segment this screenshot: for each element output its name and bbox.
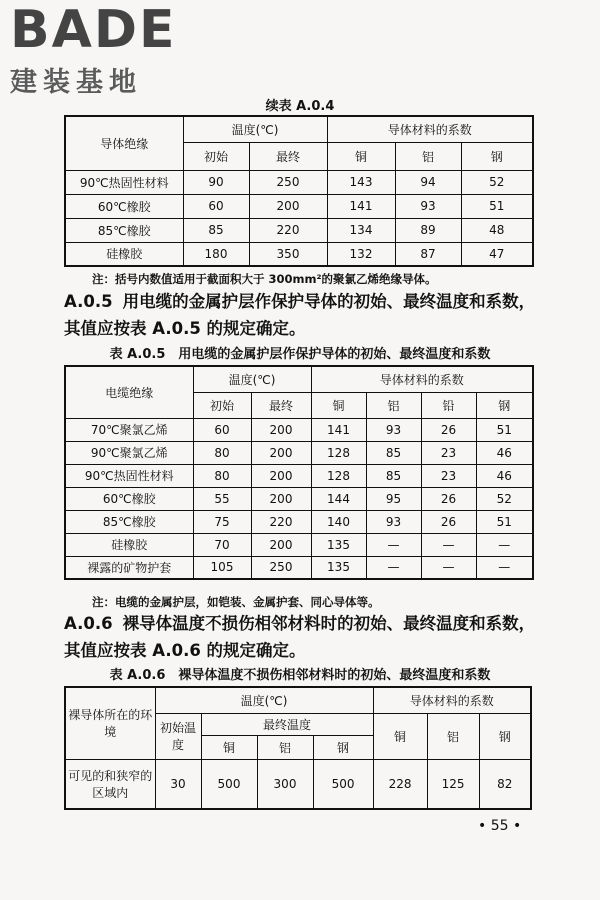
table-row: [65, 242, 533, 266]
cell: 52: [461, 170, 533, 194]
table-row: [65, 556, 533, 579]
page-number: • 55 •: [478, 818, 522, 834]
cell: 93: [366, 418, 421, 441]
cell: 350: [249, 242, 327, 266]
table-row: [65, 418, 533, 441]
subheader-aluminum: 铝: [257, 735, 313, 759]
header-final: 最终温度: [201, 713, 373, 735]
clause-number: A.0.5: [64, 292, 113, 311]
cell: 90℃热固性材料: [65, 170, 183, 194]
cell: 135: [311, 533, 366, 556]
table-row: [65, 170, 533, 194]
cell: 26: [421, 418, 476, 441]
cell: —: [476, 533, 533, 556]
cell: 80: [193, 464, 251, 487]
table-a05: [64, 365, 534, 580]
header-coefficient: 导体材料的系数: [373, 687, 531, 713]
cell: 60: [183, 194, 249, 218]
cell: 200: [251, 464, 311, 487]
header-insulation: 电缆绝缘: [65, 366, 193, 418]
header-copper: 铜: [327, 142, 395, 170]
logo-subtitle: 建装基地: [10, 67, 142, 98]
header-copper: 铜: [373, 713, 427, 759]
cell: —: [421, 533, 476, 556]
cell: 135: [311, 556, 366, 579]
cell: 95: [366, 487, 421, 510]
cell: 55: [193, 487, 251, 510]
header-final: 最终: [251, 392, 311, 418]
cell: 90℃聚氯乙烯: [65, 441, 193, 464]
cell: 300: [257, 759, 313, 809]
header-temperature: 温度(℃): [193, 366, 311, 392]
subheader-steel: 钢: [313, 735, 373, 759]
cell: 250: [251, 556, 311, 579]
cell: 30: [155, 759, 201, 809]
table-a06-caption: 表 A.0.6 裸导体温度不损伤相邻材料时的初始、最终温度和系数: [109, 668, 491, 683]
table-row: [65, 759, 531, 809]
cell: 可见的和狭窄的区域内: [65, 759, 155, 809]
clause-number: A.0.6: [64, 614, 113, 633]
cell: 220: [249, 218, 327, 242]
table-a05-caption: 表 A.0.5 用电缆的金属护层作保护导体的初始、最终温度和系数: [109, 347, 491, 362]
cell: 128: [311, 464, 366, 487]
header-coefficient: 导体材料的系数: [327, 116, 533, 142]
cell: 70: [193, 533, 251, 556]
table-a05-note: 注：电缆的金属护层，如铠装、金属护套、同心导体等。: [92, 595, 380, 609]
table-a04: [64, 115, 534, 267]
cell: 105: [193, 556, 251, 579]
cell: 144: [311, 487, 366, 510]
header-initial: 初始温度: [155, 713, 201, 759]
subheader-copper: 铜: [201, 735, 257, 759]
cell: 90: [183, 170, 249, 194]
cell: 200: [251, 533, 311, 556]
cell: 裸露的矿物护套: [65, 556, 193, 579]
table-row: [65, 218, 533, 242]
table-row: [65, 510, 533, 533]
header-aluminum: 铝: [427, 713, 479, 759]
cell: 60℃橡胶: [65, 487, 193, 510]
cell: 125: [427, 759, 479, 809]
header-insulation: 导体绝缘: [65, 116, 183, 170]
header-steel: 钢: [479, 713, 531, 759]
clause-text: 用电缆的金属护层作保护导体的初始、最终温度和系数，其值应按表 A.0.5 的规定确定。: [64, 292, 536, 338]
cell: 143: [327, 170, 395, 194]
cell: 228: [373, 759, 427, 809]
cell: 70℃聚氯乙烯: [65, 418, 193, 441]
cell: 250: [249, 170, 327, 194]
logo-brand: BADE: [10, 0, 177, 60]
cell: 200: [251, 441, 311, 464]
cell: 52: [476, 487, 533, 510]
cell: 85: [366, 441, 421, 464]
cell: 132: [327, 242, 395, 266]
table-row: [65, 487, 533, 510]
cell: 85: [183, 218, 249, 242]
cell: —: [366, 533, 421, 556]
cell: 141: [311, 418, 366, 441]
cell: 60℃橡胶: [65, 194, 183, 218]
table-row: [65, 533, 533, 556]
cell: 47: [461, 242, 533, 266]
table-a06: [64, 686, 532, 810]
cell: 60: [193, 418, 251, 441]
header-initial: 初始: [183, 142, 249, 170]
cell: 134: [327, 218, 395, 242]
header-temperature: 温度(℃): [183, 116, 327, 142]
cell: 200: [249, 194, 327, 218]
clause-a06: [64, 610, 544, 664]
cell: 51: [476, 510, 533, 533]
cell: 46: [476, 464, 533, 487]
header-final: 最终: [249, 142, 327, 170]
cell: 90℃热固性材料: [65, 464, 193, 487]
header-steel: 钢: [461, 142, 533, 170]
cell: 85: [366, 464, 421, 487]
cell: 200: [251, 418, 311, 441]
cell: 46: [476, 441, 533, 464]
cell: 82: [479, 759, 531, 809]
cell: 26: [421, 510, 476, 533]
cell: 180: [183, 242, 249, 266]
cell: 200: [251, 487, 311, 510]
cell: 500: [313, 759, 373, 809]
cell: 87: [395, 242, 461, 266]
cell: 硅橡胶: [65, 242, 183, 266]
table-row: [65, 194, 533, 218]
cell: 140: [311, 510, 366, 533]
table-row: [65, 441, 533, 464]
cell: —: [476, 556, 533, 579]
cell: 85℃橡胶: [65, 218, 183, 242]
cell: 23: [421, 464, 476, 487]
header-coefficient: 导体材料的系数: [311, 366, 533, 392]
header-lead: 铅: [421, 392, 476, 418]
cell: 93: [366, 510, 421, 533]
header-initial: 初始: [193, 392, 251, 418]
clause-text: 裸导体温度不损伤相邻材料时的初始、最终温度和系数，其值应按表 A.0.6 的规定确定。: [64, 614, 536, 660]
cell: 89: [395, 218, 461, 242]
table-a04-note: 注：括号内数值适用于截面积大于 300mm²的聚氯乙烯绝缘导体。: [92, 272, 437, 286]
cell: —: [421, 556, 476, 579]
cell: 23: [421, 441, 476, 464]
cell: —: [366, 556, 421, 579]
header-environment: 裸导体所在的环境: [65, 687, 155, 759]
cell: 硅橡胶: [65, 533, 193, 556]
header-steel: 钢: [476, 392, 533, 418]
header-aluminum: 铝: [395, 142, 461, 170]
header-copper: 铜: [311, 392, 366, 418]
cell: 94: [395, 170, 461, 194]
cell: 500: [201, 759, 257, 809]
cell: 80: [193, 441, 251, 464]
cell: 48: [461, 218, 533, 242]
table-row: [65, 464, 533, 487]
cell: 75: [193, 510, 251, 533]
clause-a05: [64, 288, 544, 342]
cell: 51: [461, 194, 533, 218]
table-a04-caption: 续表 A.0.4: [265, 99, 335, 114]
cell: 93: [395, 194, 461, 218]
cell: 51: [476, 418, 533, 441]
header-aluminum: 铝: [366, 392, 421, 418]
cell: 26: [421, 487, 476, 510]
brand-logo: [10, 0, 180, 98]
cell: 141: [327, 194, 395, 218]
cell: 128: [311, 441, 366, 464]
cell: 220: [251, 510, 311, 533]
cell: 85℃橡胶: [65, 510, 193, 533]
header-temperature: 温度(℃): [155, 687, 373, 713]
